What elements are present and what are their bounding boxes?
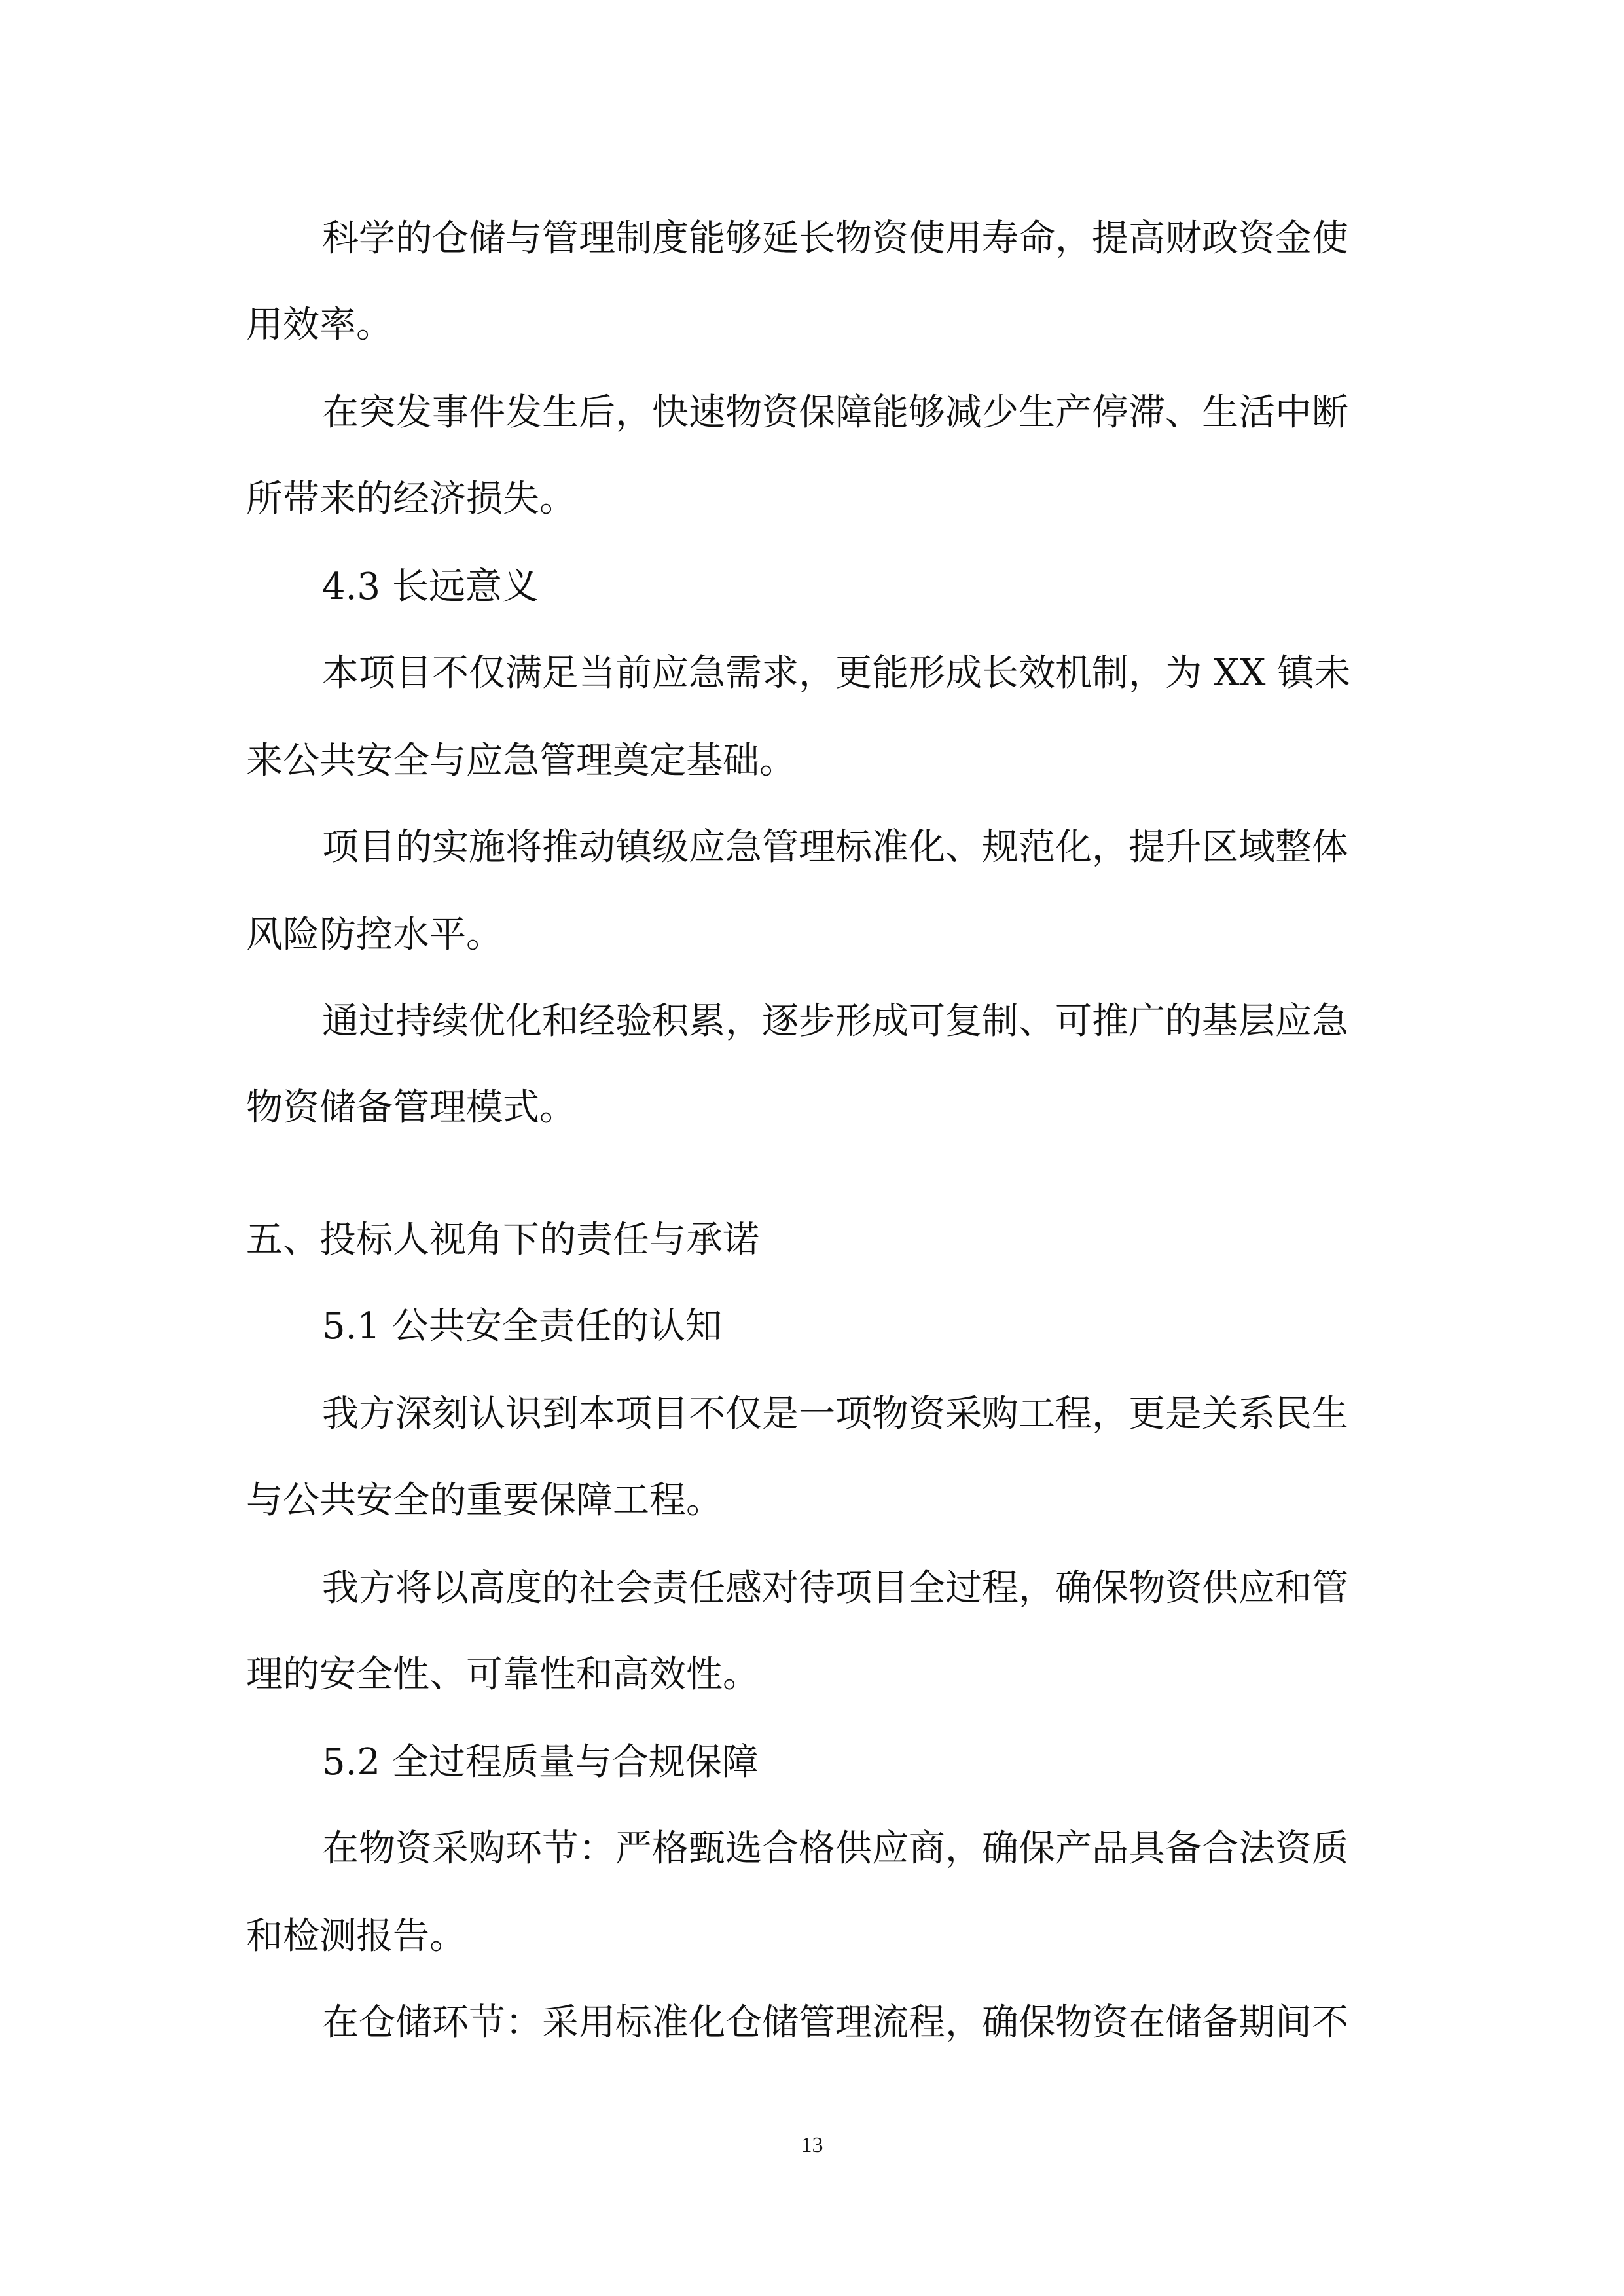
paragraph-line: 在仓储环节：采用标准化仓储管理流程，确保物资在储备期间不 bbox=[322, 2001, 1348, 2044]
paragraph-line: 风险防控水平。 bbox=[246, 914, 503, 956]
paragraph-line: 与公共安全的重要保障工程。 bbox=[246, 1479, 723, 1522]
paragraph-line: 在突发事件发生后，快速物资保障能够减少生产停滞、生活中断 bbox=[322, 391, 1348, 434]
chapter-heading-5: 五、投标人视角下的责任与承诺 bbox=[246, 1219, 759, 1261]
paragraph-line: 理的安全性、可靠性和高效性。 bbox=[246, 1653, 759, 1696]
section-heading-5-2: 5.2 全过程质量与合规保障 bbox=[322, 1741, 759, 1784]
section-heading-5-1: 5.1 公共安全责任的认知 bbox=[322, 1305, 722, 1348]
paragraph-line: 和检测报告。 bbox=[246, 1915, 466, 1958]
paragraph-line: 项目的实施将推动镇级应急管理标准化、规范化，提升区域整体 bbox=[322, 826, 1348, 869]
paragraph-line: 所带来的经济损失。 bbox=[246, 478, 576, 520]
paragraph-line: 科学的仓储与管理制度能够延长物资使用寿命，提高财政资金使 bbox=[322, 217, 1348, 260]
paragraph-line: 我方将以高度的社会责任感对待项目全过程，确保物资供应和管 bbox=[322, 1567, 1348, 1609]
page-number: 13 bbox=[801, 2133, 823, 2157]
paragraph-line: 在物资采购环节：严格甄选合格供应商，确保产品具备合法资质 bbox=[322, 1827, 1348, 1870]
section-heading-4-3: 4.3 长远意义 bbox=[322, 565, 539, 608]
paragraph-line: 物资储备管理模式。 bbox=[246, 1086, 576, 1129]
paragraph-line: 来公共安全与应急管理奠定基础。 bbox=[246, 740, 796, 782]
paragraph-line: 用效率。 bbox=[246, 304, 393, 346]
paragraph-line: 我方深刻认识到本项目不仅是一项物资采购工程，更是关系民生 bbox=[322, 1393, 1348, 1435]
paragraph-line: 通过持续优化和经验积累，逐步形成可复制、可推广的基层应急 bbox=[322, 1000, 1348, 1043]
paragraph-line: 本项目不仅满足当前应急需求，更能形成长效机制，为 XX 镇未 bbox=[322, 652, 1351, 694]
